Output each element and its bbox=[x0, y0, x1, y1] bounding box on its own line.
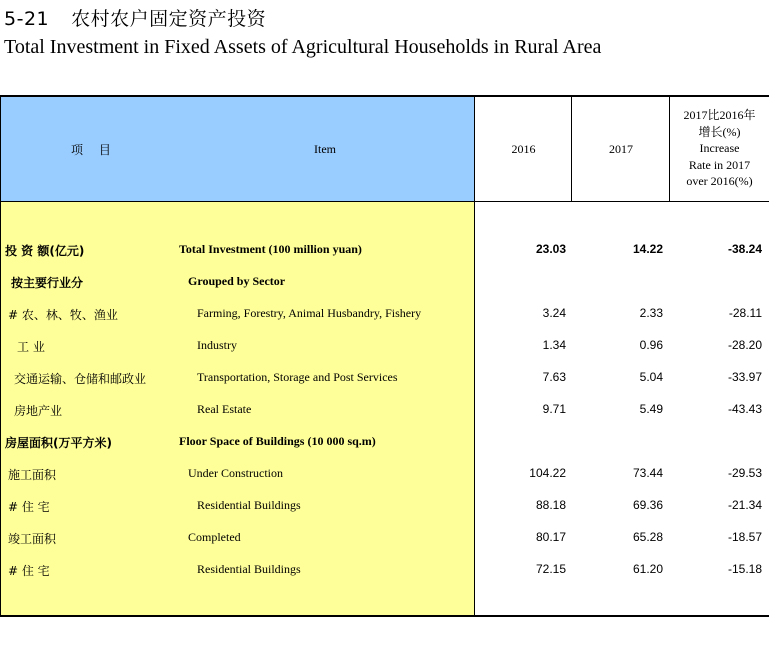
row-en: Farming, Forestry, Animal Husbandry, Fishery bbox=[197, 306, 422, 320]
row-cn: 房地产业 bbox=[14, 404, 63, 418]
table-title-en: Total Investment in Fixed Assets of Agricultural Households in Rural Area bbox=[4, 36, 602, 58]
table-row bbox=[0, 304, 769, 324]
row-2017: 0.96 bbox=[639, 338, 663, 352]
table-row bbox=[0, 560, 769, 580]
row-2017: 5.04 bbox=[639, 370, 663, 384]
row-2017: 14.22 bbox=[632, 242, 663, 256]
row-2016: 88.18 bbox=[535, 498, 566, 512]
row-2016: 80.17 bbox=[535, 530, 566, 544]
table-row bbox=[0, 464, 769, 484]
row-en: Completed bbox=[188, 530, 241, 544]
table-row bbox=[0, 528, 769, 548]
row-rate: -28.11 bbox=[728, 306, 762, 320]
table-header bbox=[0, 97, 769, 202]
header-rate-line: Increase bbox=[699, 141, 740, 155]
row-cn: 房屋面积(万平方米) bbox=[5, 436, 112, 450]
header-item-cn: 项 目 bbox=[71, 143, 117, 157]
header-rate-line: 增长(%) bbox=[698, 124, 741, 139]
row-2017: 5.49 bbox=[639, 402, 663, 416]
table-bottom-rule bbox=[0, 615, 769, 617]
table-row bbox=[0, 272, 769, 292]
header-2016: 2016 bbox=[511, 142, 536, 156]
table-row bbox=[0, 496, 769, 516]
row-2016: 3.24 bbox=[542, 306, 566, 320]
header-rate-line: Rate in 2017 bbox=[688, 157, 751, 172]
row-2016: 104.22 bbox=[529, 466, 566, 480]
row-rate: -38.24 bbox=[727, 242, 762, 256]
row-en: Total Investment (100 million yuan) bbox=[179, 242, 362, 256]
table-row bbox=[0, 368, 769, 388]
row-2017: 2.33 bbox=[639, 306, 663, 320]
header-item-en: Item bbox=[314, 142, 336, 156]
header-2017-cell bbox=[572, 97, 670, 202]
row-2017: 73.44 bbox=[632, 466, 663, 480]
row-cn: 工 业 bbox=[17, 340, 45, 354]
table-title-cn-text: 农村农户固定资产投资 bbox=[71, 8, 267, 30]
row-cn: # 住 宅 bbox=[8, 500, 50, 514]
row-2016: 1.34 bbox=[542, 338, 566, 352]
header-rate bbox=[670, 107, 769, 190]
row-2016: 23.03 bbox=[535, 242, 566, 256]
header-2017: 2017 bbox=[609, 142, 633, 156]
table-row bbox=[0, 400, 769, 420]
table-title-cn bbox=[4, 4, 266, 31]
row-en: Floor Space of Buildings (10 000 sq.m) bbox=[179, 434, 376, 448]
table-row bbox=[0, 240, 769, 260]
row-rate: -18.57 bbox=[727, 530, 762, 544]
row-cn: # 农、林、牧、渔业 bbox=[8, 308, 118, 322]
row-2016: 7.63 bbox=[542, 370, 566, 384]
table-row bbox=[0, 432, 769, 452]
row-en: Residential Buildings bbox=[197, 498, 301, 512]
row-en: Industry bbox=[197, 338, 237, 352]
row-en: Transportation, Storage and Post Services bbox=[197, 370, 398, 384]
table-row bbox=[0, 336, 769, 356]
row-cn: # 住 宅 bbox=[8, 564, 50, 578]
row-en: Real Estate bbox=[197, 402, 252, 416]
header-rate-line: 2017比2016年 bbox=[683, 108, 756, 122]
row-2016: 72.15 bbox=[535, 562, 566, 576]
row-rate: -28.20 bbox=[727, 338, 762, 352]
row-rate: -29.53 bbox=[727, 466, 762, 480]
row-cn: 投 资 额(亿元) bbox=[5, 244, 85, 258]
row-cn: 交通运输、仓储和邮政业 bbox=[14, 372, 147, 386]
row-rate: -43.43 bbox=[727, 402, 762, 416]
header-rate-cell bbox=[670, 97, 769, 202]
row-2017: 65.28 bbox=[632, 530, 663, 544]
header-item-cell bbox=[0, 97, 475, 202]
row-cn: 施工面积 bbox=[8, 468, 57, 482]
data-table bbox=[0, 95, 769, 617]
row-2016: 9.71 bbox=[542, 402, 566, 416]
table-number: 5-21 bbox=[4, 8, 50, 30]
row-cn: 竣工面积 bbox=[8, 532, 57, 546]
row-rate: -15.18 bbox=[727, 562, 762, 576]
row-rate: -21.34 bbox=[727, 498, 762, 512]
row-2017: 61.20 bbox=[632, 562, 663, 576]
row-en: Grouped by Sector bbox=[188, 274, 286, 288]
row-en: Under Construction bbox=[188, 466, 283, 480]
row-cn: 按主要行业分 bbox=[11, 276, 84, 290]
row-2017: 69.36 bbox=[632, 498, 663, 512]
row-rate: -33.97 bbox=[727, 370, 762, 384]
header-2016-cell bbox=[475, 97, 572, 202]
row-en: Residential Buildings bbox=[197, 562, 301, 576]
header-rate-line: over 2016(%) bbox=[686, 174, 753, 188]
